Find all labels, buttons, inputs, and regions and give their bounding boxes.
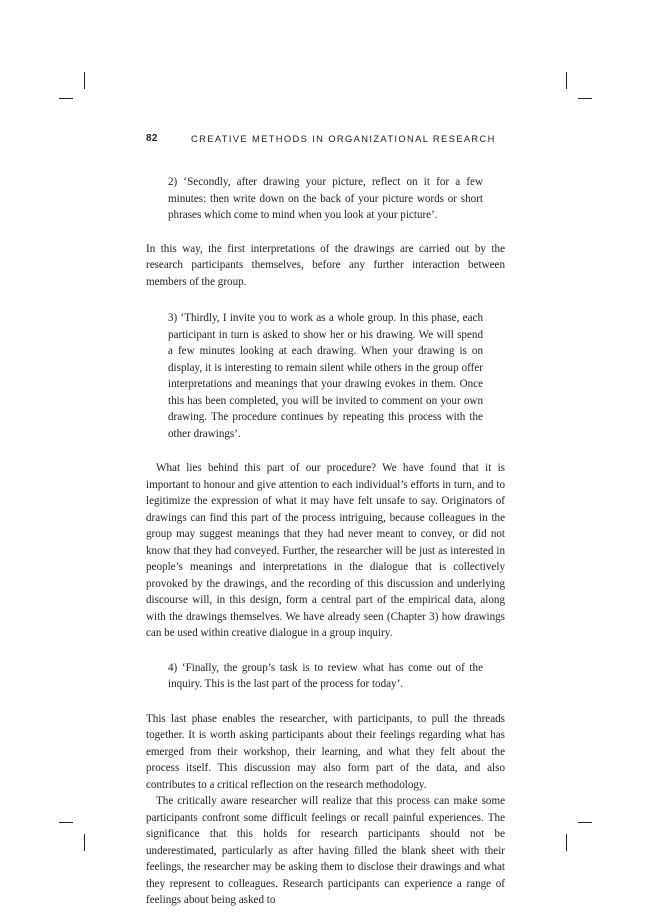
crop-mark-top-left-horizontal (59, 98, 73, 99)
crop-mark-bottom-left-horizontal (59, 822, 73, 823)
page-header (146, 133, 506, 147)
block-quote-step-4: 4) ‘Finally, the group’s task is to review what has come out of the inquiry. This is the last part of the process for today’. (168, 661, 483, 690)
body-paragraph: This last phase enables the researcher, with participants, to pull the threads together. It is worth asking participants about their feelings regarding what has emerged from their workshop, their learning, and what they felt about the process itself. This discussion may also form part of the data, and also contributes to a critical reflection on the research methodology. (146, 712, 505, 791)
page-number: 82 (146, 133, 158, 144)
running-head: CREATIVE METHODS IN ORGANIZATIONAL RESEARCH (191, 133, 496, 144)
crop-mark-top-right-horizontal (578, 98, 592, 99)
crop-mark-bottom-left-vertical (84, 834, 85, 851)
page-body (146, 174, 505, 909)
crop-mark-bottom-right-vertical (566, 834, 567, 851)
crop-mark-top-right-vertical (566, 72, 567, 89)
body-paragraph: What lies behind this part of our procedure? We have found that it is important to honour and give attention to each individual’s efforts in turn, and to legitimize the expression of what it may have felt unsafe to say. Originators of drawings can find this part of the process intriguing, because colleagues in the group may suggest meanings that they had never meant to convey, or did not know that they had conveyed. Further, the researcher will be just as interested in people’s meanings and interpretations in the dialogue that is collectively provoked by the drawings, and the recording of this discussion and underlying discourse will, in this design, form a central part of the empirical data, along with the drawings themselves. We have already seen (Chapter 3) how drawings can be used within creative dialogue in a group inquiry. (146, 462, 505, 639)
crop-mark-bottom-right-horizontal (578, 822, 592, 823)
body-paragraph: The critically aware researcher will realize that this process can make some participants confront some difficult feelings or recall painful experiences. The significance that this holds for research participants should not be underestimated, particularly as after having filled the blank sheet with their feelings, the researcher may be asking them to disclose their drawings and what they represent to colleagues. Research participants can experience a range of feelings about being asked to (146, 795, 505, 906)
body-paragraph: In this way, the first interpretations of the drawings are carried out by the research participants themselves, before any further interaction between members of the group. (146, 242, 505, 288)
block-quote-step-3: 3) ‘Thirdly, I invite you to work as a whole group. In this phase, each participant in turn is asked to show her or his drawing. We will spend a few minutes looking at each drawing. When your drawing is on display, it is interesting to remain silent while others in the group offer interpretations and meanings that your drawing evokes in them. Once this has been completed, you will be invited to comment on your own drawing. The procedure continues by repeating this process with the other drawings’. (168, 312, 483, 440)
crop-mark-top-left-vertical (84, 72, 85, 89)
block-quote-step-2: 2) ‘Secondly, after drawing your picture, reflect on it for a few minutes: then write down on the back of your picture words or short phrases which come to mind when you look at your picture’. (168, 176, 483, 221)
